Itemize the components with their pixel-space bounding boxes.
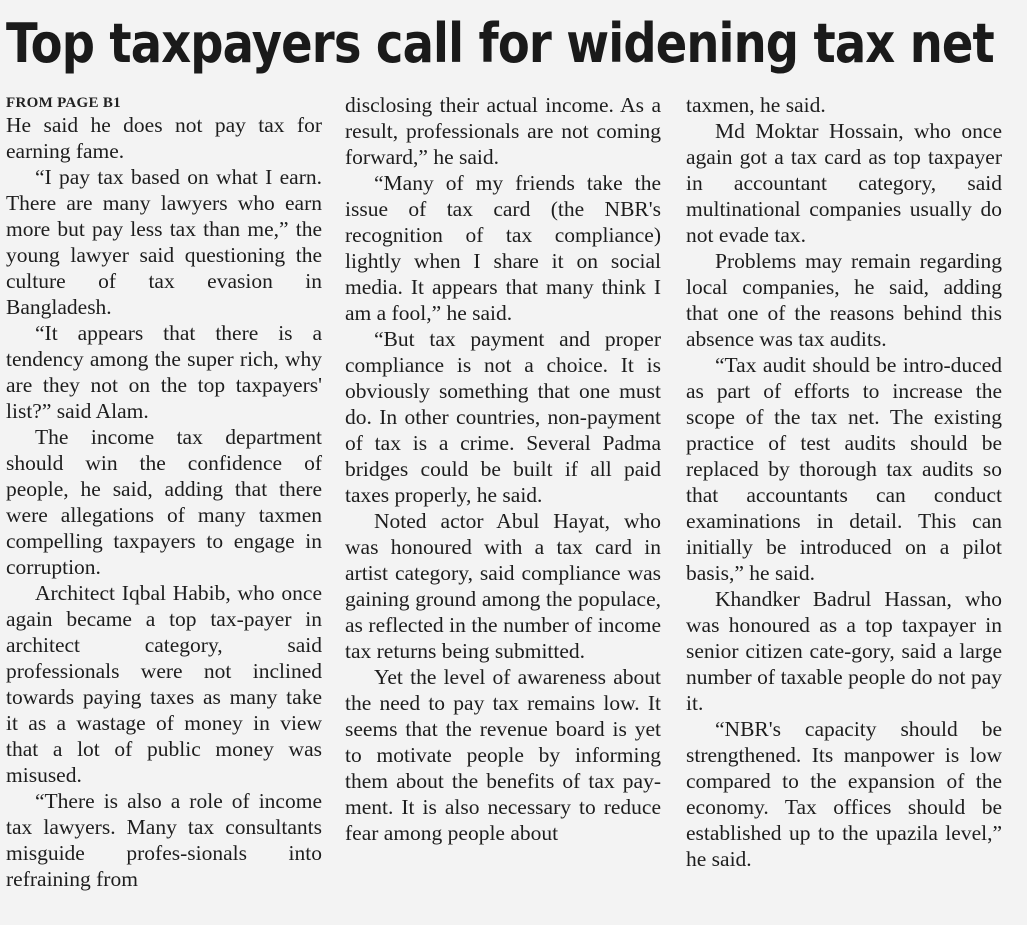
article-paragraph: Problems may remain regarding local companies, he said, adding that one of the reasons behind this absence was tax audits. [686,249,1002,351]
article-paragraph: Md Moktar Hossain, who once again got a tax card as top taxpayer in accountant category, said multinational companies usually do not evade tax. [686,119,1002,247]
article-paragraph: Architect Iqbal Habib, who once again became a top tax-payer in architect category, said professionals were not inclined towards paying taxes as many take it as a wastage of money in view that a lot of public money was misused. [6,581,322,787]
article-column-2 [345,92,661,846]
article-paragraph: “There is also a role of income tax lawyers. Many tax consultants misguide profes-sionals into refraining from [6,789,322,891]
article-paragraph: “But tax payment and proper compliance is not a choice. It is obviously something that one must do. In other countries, non-payment of tax is a crime. Several Padma bridges could be built if all paid taxes properly, he said. [345,327,661,507]
headline: Top taxpayers call for widening tax net [6,12,994,75]
article-paragraph: “I pay tax based on what I earn. There are many lawyers who earn more but pay less tax than me,” the young lawyer said questioning the culture of tax evasion in Bangladesh. [6,165,322,319]
article-paragraph: Khandker Badrul Hassan, who was honoured as a top taxpayer in senior citizen cate-gory, said a large number of taxable people do not pay it. [686,587,1002,715]
article-paragraph: “It appears that there is a tendency among the super rich, why are they not on the top taxpayers' list?” said Alam. [6,321,322,423]
article-paragraph: Yet the level of awareness about the need to pay tax remains low. It seems that the revenue board is yet to motivate people by informing them about the benefits of tax pay-ment. It is also necessary to reduce fear among people about [345,665,661,845]
article-paragraph: “Many of my friends take the issue of tax card (the NBR's recognition of tax compliance) lightly when I share it on social media. It appears that many think I am a fool,” he said. [345,171,661,325]
continuation-kicker: FROM PAGE B1 [6,95,121,111]
article-paragraph: “Tax audit should be intro-duced as part of efforts to increase the scope of the tax net. The existing practice of test audits should be replaced by thorough tax audits so that accountants can conduct examinations in detail. This can initially be introduced on a pilot basis,” he said. [686,353,1002,585]
article-column-3 [686,92,1002,872]
article-paragraph: Noted actor Abul Hayat, who was honoured with a tax card in artist category, said compliance was gaining ground among the populace, as reflected in the number of income tax returns being submitted. [345,509,661,663]
article-column-1 [6,92,322,892]
article-paragraph: He said he does not pay tax for earning fame. [6,113,322,163]
article-paragraph: taxmen, he said. [686,93,826,117]
article-paragraph: “NBR's capacity should be strengthened. Its manpower is low compared to the expansion of the economy. Tax offices should be established up to the upazila level,” he said. [686,717,1002,871]
article-paragraph: disclosing their actual income. As a result, professionals are not coming forward,” he said. [345,93,661,169]
article-paragraph: The income tax department should win the confidence of people, he said, adding that there were allegations of many taxmen compelling taxpayers to engage in corruption. [6,425,322,579]
